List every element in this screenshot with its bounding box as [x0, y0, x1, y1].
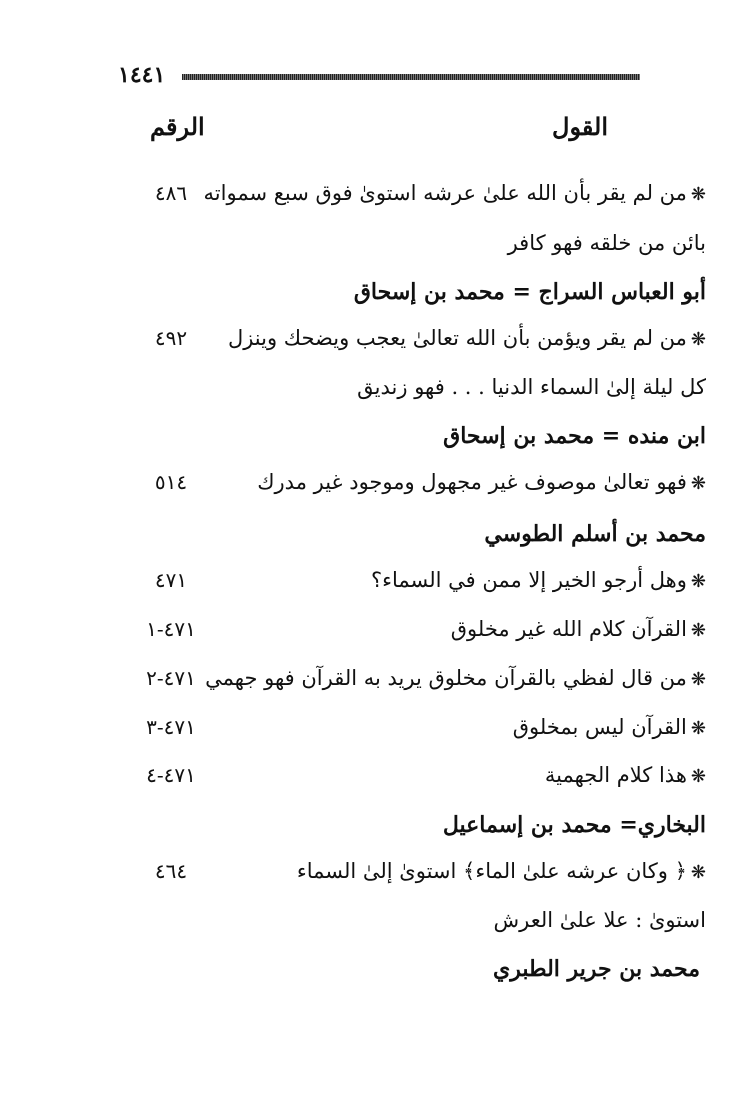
- header-rule: [182, 74, 640, 80]
- asterism-icon: ❋: [690, 571, 706, 592]
- entry-text: استوىٰ : علا علىٰ العرش: [493, 908, 706, 932]
- entry-continuation: [357, 372, 706, 402]
- entry-line: [228, 323, 706, 355]
- section-heading: أبو العباس السراج = محمد بن إسحاق: [353, 279, 706, 305]
- entry-line: [371, 565, 706, 597]
- entry-text: من لم يقر ويؤمن بأن الله تعالىٰ يعجب ويضحك وينزل: [227, 326, 687, 350]
- entry-continuation: [494, 905, 706, 935]
- entry-text: من لم يقر بأن الله علىٰ عرشه استوىٰ فوق سبع سمواته: [203, 181, 687, 205]
- entry-text: القرآن ليس بمخلوق: [512, 715, 687, 739]
- entry-number: ٤٧١: [154, 568, 188, 592]
- entry-number: ٤٧١-٢: [146, 666, 196, 690]
- section-heading: ابن منده = محمد بن إسحاق: [443, 423, 706, 449]
- column-header-saying: القول: [552, 112, 608, 141]
- entry-number: ٤٩٢: [154, 326, 188, 350]
- section-heading: محمد بن أسلم الطوسي: [484, 521, 706, 547]
- entry-line: [451, 614, 706, 646]
- entry-number: ٤٧١-١: [146, 617, 196, 641]
- entry-number: ٤٧١-٤: [146, 763, 196, 787]
- asterism-icon: ❋: [690, 329, 706, 350]
- entry-line: [257, 467, 706, 499]
- entry-number: ٤٧١-٣: [146, 715, 196, 739]
- asterism-icon: ❋: [690, 473, 706, 494]
- entry-line: [205, 663, 706, 695]
- entry-text: بائن من خلقه فهو كافر: [507, 231, 706, 255]
- entry-line: [545, 760, 706, 792]
- section-heading: محمد بن جرير الطبري: [493, 956, 700, 982]
- entry-text: القرآن كلام الله غير مخلوق: [450, 617, 687, 641]
- section-heading: البخاري= محمد بن إسماعيل: [442, 812, 706, 838]
- asterism-icon: ❋: [690, 862, 706, 883]
- asterism-icon: ❋: [690, 718, 706, 739]
- entry-number: ٥١٤: [154, 470, 188, 494]
- entry-text: فهو تعالىٰ موصوف غير مجهول وموجود غير مدرك: [257, 470, 687, 494]
- entry-text: من قال لفظي بالقرآن مخلوق يريد به القرآن فهو جهمي: [205, 666, 687, 690]
- column-header-number: الرقم: [150, 112, 205, 141]
- entry-line: [297, 856, 706, 888]
- entry-text: هذا كلام الجهمية: [544, 763, 687, 787]
- entry-line: [513, 712, 706, 744]
- asterism-icon: ❋: [690, 184, 706, 205]
- asterism-icon: ❋: [690, 620, 706, 641]
- entry-text: وهل أرجو الخير إلا ممن في السماء؟: [370, 568, 687, 592]
- entry-number: ٤٦٤: [154, 859, 188, 883]
- asterism-icon: ❋: [690, 766, 706, 787]
- entry-number: ٤٨٦: [154, 181, 188, 205]
- page-number: ١٤٤١: [118, 62, 166, 88]
- asterism-icon: ❋: [690, 669, 706, 690]
- entry-text: ﴿ وكان عرشه علىٰ الماء﴾ استوىٰ إلىٰ السماء: [296, 859, 687, 883]
- entry-text: كل ليلة إلىٰ السماء الدنيا . . . فهو زنديق: [357, 375, 706, 399]
- entry-continuation: [508, 228, 706, 258]
- entry-line: [204, 178, 706, 210]
